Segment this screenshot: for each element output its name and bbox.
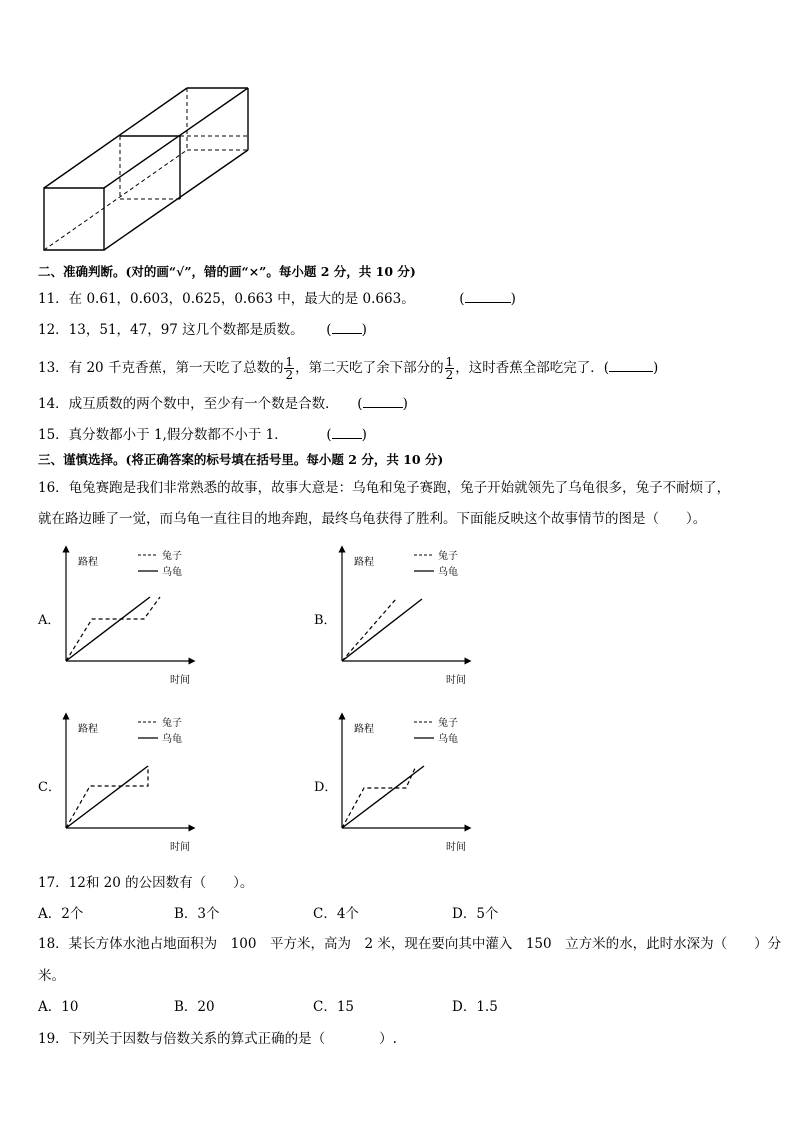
question-18-line-1: 18．某长方体水池占地面积为 100 平方米，高为 2 米，现在要向其中灌入 150 立方米的水，此时水深为（ ）分 [38, 936, 782, 952]
option-a-label[interactable]: A． [38, 613, 61, 628]
section-3-heading: 三、谨慎选择。(将正确答案的标号填在括号里。每小题 2 分，共 10 分) [38, 452, 444, 467]
y-axis-label: 路程 [354, 557, 374, 568]
q17-option-b[interactable]: B．3个 [174, 906, 220, 922]
q18-option-d[interactable]: D．1.5 [452, 999, 498, 1015]
option-c-label[interactable]: C． [38, 780, 61, 795]
question-15: 15．真分数都小于 1,假分数都不小于 1． ( ) [38, 427, 367, 443]
question-19: 19．下列关于因数与倍数关系的算式正确的是（ ）. [38, 1031, 397, 1047]
answer-blank-11[interactable] [465, 290, 511, 303]
q17-option-a[interactable]: A．2个 [38, 906, 84, 922]
y-axis-label: 路程 [78, 724, 98, 735]
answer-blank-14[interactable] [363, 395, 403, 408]
y-axis-label: 路程 [78, 557, 98, 568]
question-13-text-c: ，这时香蕉全部吃完了．( [455, 360, 610, 376]
legend-rabbit: 兔子 [162, 551, 182, 562]
question-16-line-2: 就在路边睡了一觉，而乌龟一直往目的地奔跑，最终乌龟获得了胜利。下面能反映这个故事情节的图是（ ）。 [38, 511, 707, 527]
q18-option-b[interactable]: B．20 [174, 999, 215, 1015]
answer-blank-15[interactable] [332, 426, 362, 439]
option-b-label[interactable]: B． [314, 613, 337, 628]
option-d-label[interactable]: D． [314, 780, 338, 795]
answer-blank-13[interactable] [609, 359, 653, 372]
turtle-line [66, 597, 150, 661]
question-14-text: 14．成互质数的两个数中，至少有一个数是合数． [38, 396, 339, 412]
graph-a[interactable] [58, 543, 198, 691]
q18-option-c[interactable]: C．15 [313, 999, 355, 1015]
fraction-one-half: $\frac{1}{2}$ [285, 355, 294, 382]
q17-option-d[interactable]: D．5个 [452, 906, 499, 922]
question-13-text-a: 13．有 20 千克香蕉，第一天吃了总数的 [38, 360, 284, 376]
legend-turtle: 乌龟 [162, 734, 182, 745]
fraction-one-half: $\frac{1}{2}$ [445, 355, 454, 382]
question-17: 17．12和 20 的公因数有（ ）。 [38, 875, 254, 891]
legend-turtle: 乌龟 [438, 734, 458, 745]
x-axis-label: 时间 [446, 842, 466, 853]
legend-rabbit: 兔子 [438, 551, 458, 562]
question-16-line-1: 16．龟兔赛跑是我们非常熟悉的故事，故事大意是：乌龟和兔子赛跑，兔子开始就领先了乌龟很多，兔子不耐烦了， [38, 480, 731, 496]
answer-blank-12[interactable] [332, 321, 362, 334]
legend-turtle: 乌龟 [162, 567, 182, 578]
rabbit-line [66, 597, 160, 661]
q18-option-a[interactable]: A．10 [38, 999, 79, 1015]
legend-turtle: 乌龟 [438, 567, 458, 578]
graph-d[interactable] [334, 710, 474, 858]
question-12: 12．13，51，47，97 这几个数都是质数。 ( ) [38, 322, 367, 338]
x-axis-label: 时间 [170, 675, 190, 686]
question-14: 14．成互质数的两个数中，至少有一个数是合数． ( ) [38, 396, 408, 412]
legend-rabbit: 兔子 [162, 718, 182, 729]
cuboid-figure [40, 84, 255, 256]
x-axis-label: 时间 [170, 842, 190, 853]
question-18-line-2: 米。 [38, 968, 65, 984]
turtle-line [342, 599, 422, 661]
rabbit-line [342, 599, 396, 661]
q17-option-c[interactable]: C．4个 [313, 906, 359, 922]
question-15-text: 15．真分数都小于 1,假分数都不小于 1． [38, 427, 288, 443]
rabbit-line [342, 766, 416, 828]
section-2-heading: 二、准确判断。(对的画“√”，错的画“×”。每小题 2 分，共 10 分) [38, 264, 416, 279]
question-11-text: 11．在 0.61，0.603，0.625，0.663 中，最大的是 0.663。 [38, 291, 415, 307]
graph-c[interactable] [58, 710, 198, 858]
turtle-line [66, 766, 148, 828]
question-13: 13．有 20 千克香蕉，第一天吃了总数的 $\frac{1}{2}$ ，第二天吃了余下部分的 $\frac{1}{2}$ ，这时香蕉全部吃完了．( ) [38, 355, 659, 382]
question-11: 11．在 0.61，0.603，0.625，0.663 中，最大的是 0.663。 ( ) [38, 291, 516, 307]
turtle-line [342, 766, 424, 828]
legend-rabbit: 兔子 [438, 718, 458, 729]
y-axis-label: 路程 [354, 724, 374, 735]
question-13-text-b: ，第二天吃了余下部分的 [295, 360, 444, 376]
question-12-text: 12．13，51，47，97 这几个数都是质数。 [38, 322, 304, 338]
x-axis-label: 时间 [446, 675, 466, 686]
graph-b[interactable] [334, 543, 474, 691]
